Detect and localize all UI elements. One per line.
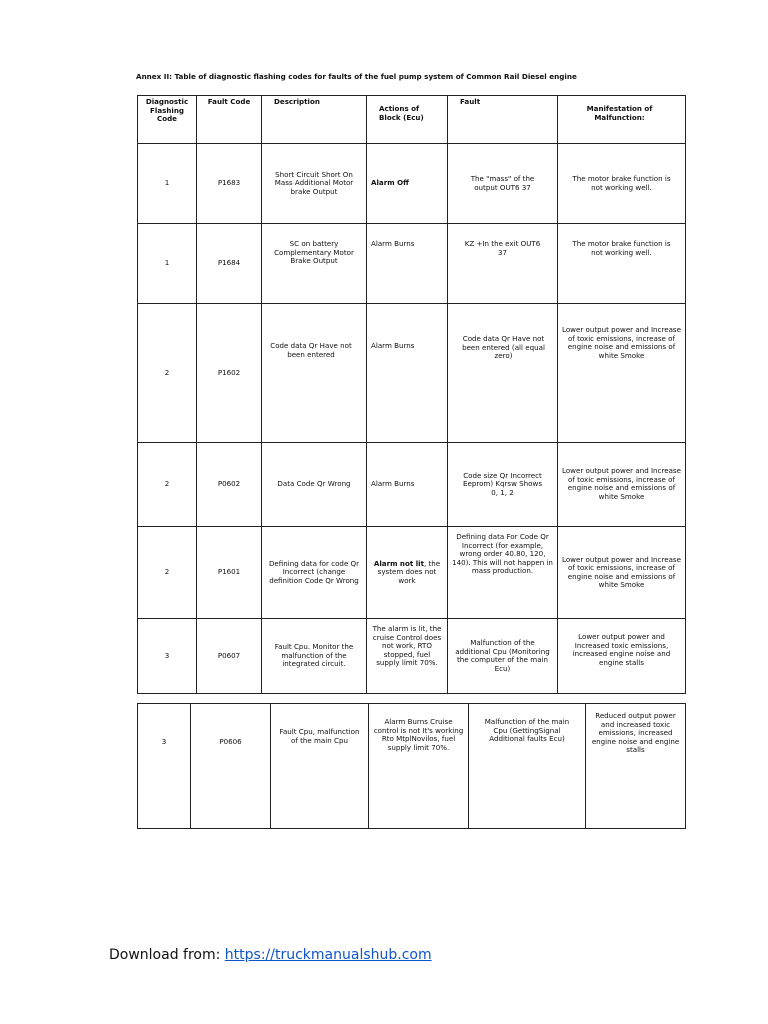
cell-fault-code: P1601	[197, 527, 262, 619]
cell-manifestation: Lower output power and Increase of toxic emissions, increase of engine noise and emissions of white Smoke	[558, 527, 686, 619]
header-manifestation: Manifestation of Malfunction:	[558, 96, 686, 144]
cell-actions: Alarm Burns	[367, 304, 448, 443]
page-title: Annex II: Table of diagnostic flashing codes for faults of the fuel pump system of Common Rail Diesel engine	[136, 72, 577, 81]
cell-fault: Malfunction of the additional Cpu (Monitoring the computer of the main Ecu)	[448, 619, 558, 694]
cell-actions: Alarm Off	[367, 144, 448, 224]
table-row	[138, 144, 686, 224]
fault-code-table-continued	[137, 703, 686, 829]
table-row	[138, 443, 686, 527]
cell-description: Data Code Qr Wrong	[262, 443, 367, 527]
cell-description: Short Circuit Short On Mass Additional Motor brake Output	[262, 144, 367, 224]
cell-fault-code: P0607	[197, 619, 262, 694]
table-row	[138, 304, 686, 443]
cell-fault: Code data Qr Have not been entered (all equal zero)	[448, 304, 558, 443]
cell-fault-code: P1602	[197, 304, 262, 443]
cell-actions: Alarm Burns	[367, 443, 448, 527]
cell-manifestation: The motor brake function is not working well.	[558, 224, 686, 304]
table-row	[138, 527, 686, 619]
cell-actions: Alarm Burns	[367, 224, 448, 304]
cell-flashing-code: 1	[138, 144, 197, 224]
cell-fault: The "mass" of the output OUT6 37	[448, 144, 558, 224]
header-fault: Fault	[448, 96, 558, 144]
cell-fault: Defining data For Code Qr Incorrect (for example, wrong order 40.80, 120, 140). This will not happen in mass production.	[448, 527, 558, 619]
cell-manifestation: Lower output power and Increase of toxic emissions, increase of engine noise and emissions of white Smoke	[558, 304, 686, 443]
table-row	[138, 224, 686, 304]
cell-flashing-code: 3	[138, 619, 197, 694]
cell-manifestation: The motor brake function is not working well.	[558, 144, 686, 224]
table-row	[138, 619, 686, 694]
table-header-row	[138, 96, 686, 144]
cell-actions-bold: Alarm not lit	[373, 558, 424, 568]
cell-actions	[367, 527, 448, 619]
cell-flashing-code: 2	[138, 443, 197, 527]
header-actions: Actions of Block (Ecu)	[367, 96, 448, 144]
cell-actions-rest: , the system does not work	[377, 558, 441, 585]
header-description: Description	[262, 96, 367, 144]
cell-fault: KZ +In the exit OUT6 37	[448, 224, 558, 304]
cell-flashing-code: 2	[138, 527, 197, 619]
table-row	[138, 704, 686, 829]
cell-fault-code: P0602	[197, 443, 262, 527]
cell-fault-code: P1684	[197, 224, 262, 304]
cell-fault: Malfunction of the main Cpu (GettingSignal Additional faults Ecu)	[469, 704, 586, 829]
cell-description: Defining data for code Qr Incorrect (change definition Code Qr Wrong	[262, 527, 367, 619]
download-link[interactable]: https://truckmanualshub.com	[224, 947, 432, 963]
cell-manifestation: Lower output power and Increased toxic emissions, increased engine noise and engine stalls	[558, 619, 686, 694]
cell-description: Code data Qr Have not been entered	[262, 304, 367, 443]
cell-manifestation: Lower output power and Increase of toxic emissions, increase of engine noise and emissions of white Smoke	[558, 443, 686, 527]
footer-label: Download from:	[109, 947, 225, 963]
cell-description: Fault Cpu, malfunction of the main Cpu	[271, 704, 369, 829]
cell-flashing-code: 1	[138, 224, 197, 304]
cell-fault: Code size Qr Incorrect Eeprom) Kqrsw Shows 0, 1, 2	[448, 443, 558, 527]
download-footer	[109, 947, 432, 963]
cell-flashing-code: 3	[138, 704, 191, 829]
cell-description: SC on battery Complementary Motor Brake Output	[262, 224, 367, 304]
cell-description: Fault Cpu. Monitor the malfunction of the integrated circuit.	[262, 619, 367, 694]
cell-fault-code: P1683	[197, 144, 262, 224]
cell-fault-code: P0606	[191, 704, 271, 829]
cell-actions: The alarm is lit, the cruise Control does not work, RTO stopped, fuel supply limit 70%.	[367, 619, 448, 694]
cell-manifestation: Reduced output power and increased toxic emissions, increased engine noise and engine stalls	[586, 704, 686, 829]
header-fault-code: Fault Code	[197, 96, 262, 144]
cell-flashing-code: 2	[138, 304, 197, 443]
fault-code-table	[137, 95, 686, 694]
cell-actions: Alarm Burns Cruise control is not It's working Rto MtplNovilos, fuel supply limit 70%.	[369, 704, 469, 829]
header-flashing-code: Diagnostic Flashing Code	[138, 96, 197, 144]
